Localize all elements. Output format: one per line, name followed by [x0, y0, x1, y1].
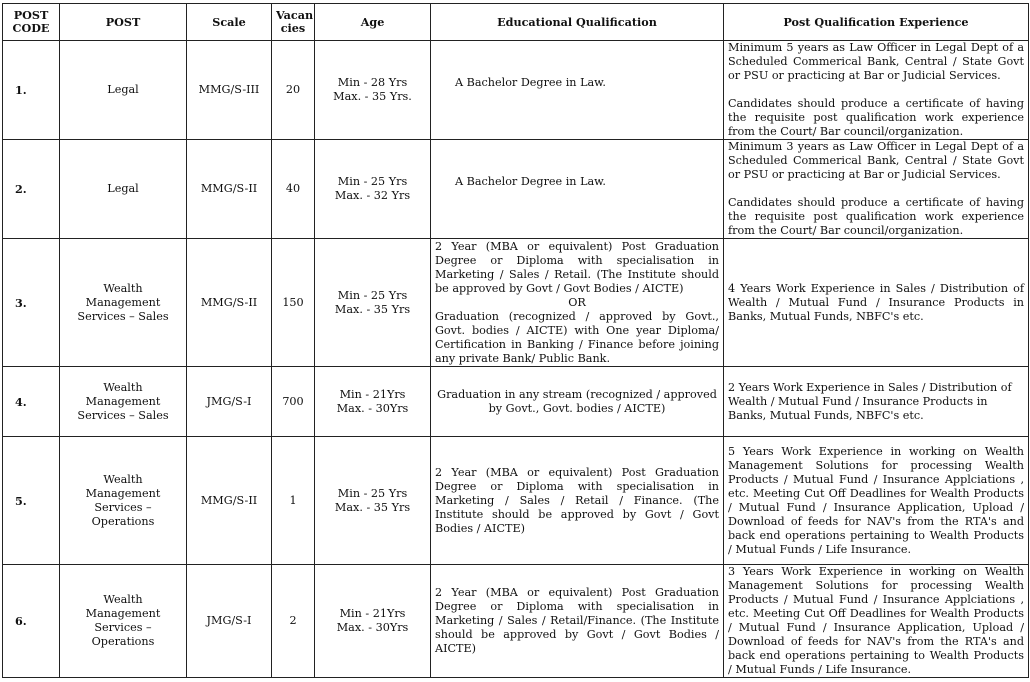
- row-post: Wealth Management Services – Sales: [60, 239, 187, 367]
- experience-note: Candidates should produce a certificate of having the requisite post qualification work experience from the Court/ Bar council/organization.: [728, 97, 1024, 138]
- row-experience: [724, 140, 1029, 239]
- row-post: Wealth Management Services – Sales: [60, 367, 187, 437]
- row-experience: [724, 437, 1029, 565]
- row-vacancies: 150: [272, 239, 315, 367]
- experience-text: 4 Years Work Experience in Sales / Distribution of Wealth / Mutual Fund / Insurance Products in Banks, Mutual Funds, NBFC's etc.: [728, 281, 1024, 323]
- row-scale: MMG/S-II: [187, 140, 272, 239]
- row-experience: [724, 41, 1029, 140]
- row-scale: MMG/S-II: [187, 437, 272, 565]
- row-post: Wealth Management Services – Operations: [60, 565, 187, 678]
- row-age: Min - 25 Yrs Max. - 35 Yrs: [315, 437, 431, 565]
- row-code: 1.: [3, 41, 60, 140]
- row-vacancies: 2: [272, 565, 315, 678]
- row-education: Graduation in any stream (recognized / approved by Govt., Govt. bodies / AICTE): [431, 367, 724, 437]
- row-code: 4.: [3, 367, 60, 437]
- header-scale: Scale: [187, 4, 272, 41]
- education-text: A Bachelor Degree in Law.: [455, 175, 606, 188]
- education-alt-text: Graduation (recognized / approved by Govt., Govt. bodies / AICTE) with One year Diploma/ Certification in Banking / Finance before joining any private Bank/ Public Bank.: [435, 309, 719, 365]
- header-education: Educational Qualification: [431, 4, 724, 41]
- row-experience: [724, 565, 1029, 678]
- row-experience: [724, 239, 1029, 367]
- vacancy-table: [2, 3, 1029, 678]
- row-education: [431, 239, 724, 367]
- table-row: [3, 239, 1029, 367]
- row-vacancies: 40: [272, 140, 315, 239]
- row-post: Wealth Management Services – Operations: [60, 437, 187, 565]
- table-row: [3, 140, 1029, 239]
- row-education: 2 Year (MBA or equivalent) Post Graduation Degree or Diploma with specialisation in Marketing / Sales / Retail/Finance. (The Institute should be approved by Govt / Govt Bodies / AICTE): [431, 565, 724, 678]
- education-or: OR: [568, 295, 586, 309]
- row-experience: [724, 367, 1029, 437]
- row-scale: JMG/S-I: [187, 565, 272, 678]
- header-post: POST: [60, 4, 187, 41]
- header-row: [3, 4, 1029, 41]
- row-vacancies: 20: [272, 41, 315, 140]
- experience-note: Candidates should produce a certificate of having the requisite post qualification work experience from the Court/ Bar council/organization.: [728, 196, 1024, 237]
- row-scale: JMG/S-I: [187, 367, 272, 437]
- row-code: 2.: [3, 140, 60, 239]
- experience-text: 5 Years Work Experience in working on Wealth Management Solutions for processing Wealth Products / Mutual Fund / Insurance Applciations , etc. Meeting Cut Off Deadlines for Wealth Products / Mutual Fund / Insurance Application, Upload / Download of feeds for NAV's from the RTA's and back end operations pertaining to Wealth Products / Mutual Funds / Life Insurance.: [728, 444, 1024, 556]
- experience-text: 2 Years Work Experience in Sales / Distribution of Wealth / Mutual Fund / Insurance Products in Banks, Mutual Funds, NBFC's etc.: [728, 380, 1012, 422]
- row-code: 5.: [3, 437, 60, 565]
- row-age: Min - 21Yrs Max. - 30Yrs: [315, 367, 431, 437]
- header-experience: Post Qualification Experience: [724, 4, 1029, 41]
- row-scale: MMG/S-III: [187, 41, 272, 140]
- table-row: [3, 437, 1029, 565]
- row-age: Min - 25 Yrs Max. - 35 Yrs: [315, 239, 431, 367]
- row-education: [431, 140, 724, 239]
- header-post-code: POST CODE: [3, 4, 60, 41]
- row-vacancies: 700: [272, 367, 315, 437]
- row-code: 6.: [3, 565, 60, 678]
- education-text: A Bachelor Degree in Law.: [455, 76, 606, 89]
- row-vacancies: 1: [272, 437, 315, 565]
- header-vacancies: Vacan cies: [272, 4, 315, 41]
- table-row: [3, 565, 1029, 678]
- row-education: 2 Year (MBA or equivalent) Post Graduation Degree or Diploma with specialisation in Marketing / Sales / Retail / Finance. (The Institute should be approved by Govt / Govt Bodies / AICTE): [431, 437, 724, 565]
- education-text: 2 Year (MBA or equivalent) Post Graduation Degree or Diploma with specialisation in Marketing / Sales / Retail. (The Institute should be approved by Govt / Govt Bodies / AICTE): [435, 239, 719, 295]
- row-age: Min - 28 Yrs Max. - 35 Yrs.: [315, 41, 431, 140]
- row-scale: MMG/S-II: [187, 239, 272, 367]
- experience-text: Minimum 3 years as Law Officer in Legal Dept of a Scheduled Commerical Bank, Central / State Govt or PSU or practicing at Bar or Judicial Services.: [728, 140, 1024, 181]
- table-row: [3, 367, 1029, 437]
- row-age: Min - 25 Yrs Max. - 32 Yrs: [315, 140, 431, 239]
- header-age: Age: [315, 4, 431, 41]
- experience-text: Minimum 5 years as Law Officer in Legal Dept of a Scheduled Commerical Bank, Central / State Govt or PSU or practicing at Bar or Judicial Services.: [728, 41, 1024, 82]
- row-age: Min - 21Yrs Max. - 30Yrs: [315, 565, 431, 678]
- row-post: Legal: [60, 41, 187, 140]
- experience-text: 3 Years Work Experience in working on Wealth Management Solutions for processing Wealth Products / Mutual Fund / Insurance Applciations , etc. Meeting Cut Off Deadlines for Wealth Products / Mutual Fund / Insurance Application, Upload / Download of feeds for NAV's from the RTA's and back end operations pertaining to Wealth Products / Mutual Funds / Life Insurance.: [728, 565, 1024, 676]
- row-code: 3.: [3, 239, 60, 367]
- row-post: Legal: [60, 140, 187, 239]
- table-row: [3, 41, 1029, 140]
- row-education: [431, 41, 724, 140]
